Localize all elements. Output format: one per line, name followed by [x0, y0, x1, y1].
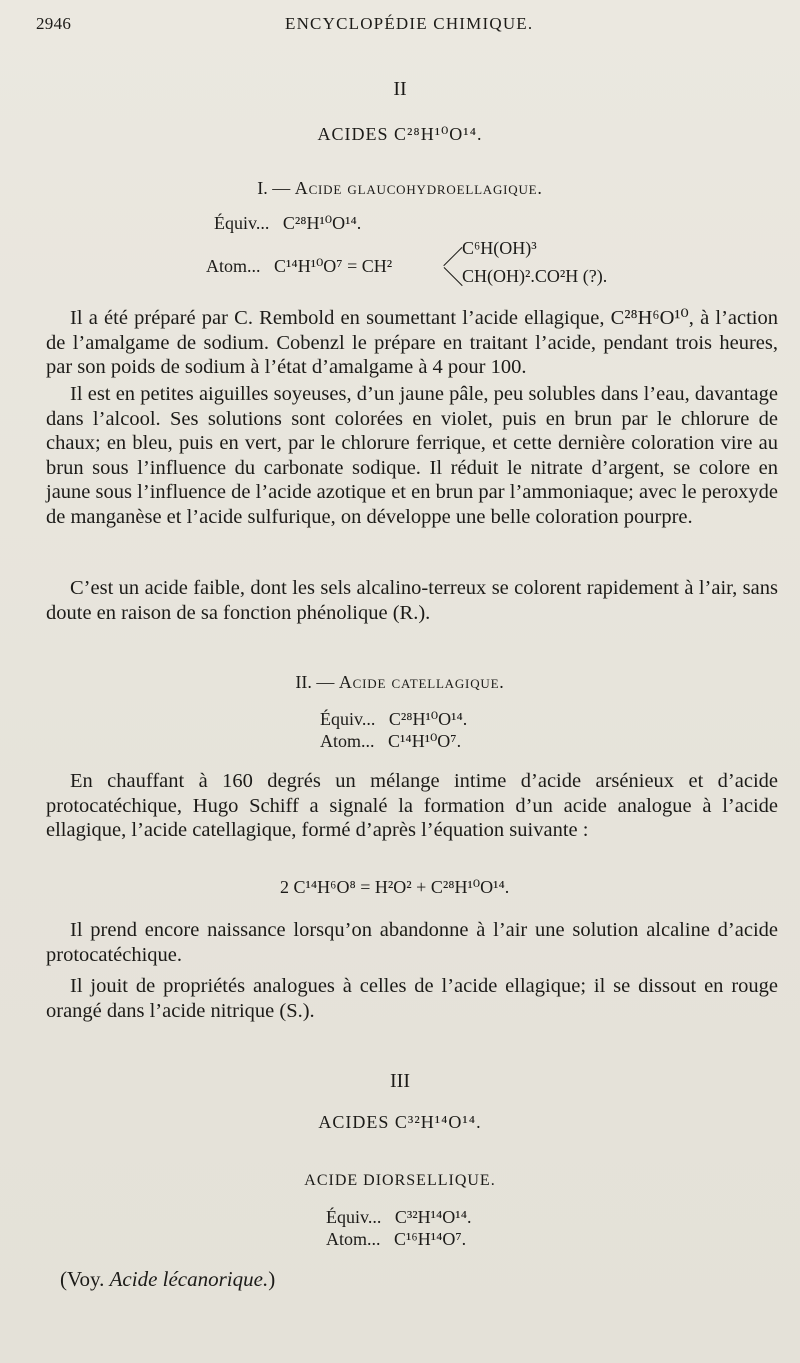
- equiv-formula-line: [320, 709, 467, 730]
- paragraph: Il a été préparé par C. Rembold en soumettant l’acide ellagique, C²⁸H⁶O¹⁰, à l’action de l’amalgame de sodium. Cobenzl le prépare en traitant l’acide, pendant trois heures, par son poids de sodium à l’état d’amalgame à 4 pour 100.: [46, 307, 778, 379]
- equiv-label: Équiv...: [320, 709, 376, 729]
- page-number: 2946: [36, 14, 72, 33]
- paragraph: C’est un acide faible, dont les sels alcalino-terreux se colorent rapidement à l’air, sans doute en raison de sa fonction phénolique (R.).: [46, 577, 778, 624]
- atom-label: Atom...: [326, 1229, 381, 1249]
- cross-reference-target: Acide lécanorique.: [109, 1267, 269, 1291]
- atom-label: Atom...: [320, 731, 375, 751]
- equiv-formula: C²⁸H¹⁰O¹⁴.: [388, 709, 468, 729]
- bond-line-down: [443, 267, 462, 286]
- cross-reference: [60, 1267, 275, 1292]
- atom-formula-line: [206, 256, 392, 277]
- equiv-label: Équiv...: [326, 1207, 382, 1227]
- atom-formula-line: [326, 1229, 466, 1250]
- atom-formula-line: [320, 731, 461, 752]
- subsection-number: II. —: [295, 672, 335, 692]
- atom-formula: C¹⁴H¹⁰O⁷.: [388, 731, 462, 751]
- section-number: III: [390, 1070, 410, 1092]
- equiv-formula-line: [326, 1207, 471, 1228]
- subsection-heading: [0, 178, 800, 199]
- paragraph: Il jouit de propriétés analogues à celles de l’acide ellagique; il se dissout en rouge orangé dans l’acide nitrique (S.).: [46, 975, 778, 1022]
- subsection-name: Acide catellagique.: [338, 672, 505, 692]
- atom-formula: C¹⁶H¹⁴O⁷.: [394, 1229, 467, 1249]
- paragraph: En chauffant à 160 degrés un mélange intime d’acide arsénieux et d’acide protocatéchique, Hugo Schiff a signalé la formation d’un acide analogue à l’acide ellagique, l’acide catellagique, formé d’après l’équation suivante :: [46, 770, 778, 842]
- atom-label: Atom...: [206, 256, 261, 276]
- equiv-formula: C²⁸H¹⁰O¹⁴.: [282, 213, 362, 233]
- running-title: ENCYCLOPÉDIE CHIMIQUE.: [285, 14, 534, 33]
- cross-reference-prefix: (Voy.: [60, 1267, 110, 1291]
- equiv-formula-line: [214, 213, 361, 234]
- subsection-name: Acide glaucohydroellagique.: [294, 178, 543, 198]
- equiv-label: Équiv...: [214, 213, 270, 233]
- paragraph: Il prend encore naissance lorsqu’on abandonne à l’air une solution alcaline d’acide protocatéchique.: [46, 919, 778, 966]
- branch-top-formula: C⁶H(OH)³: [462, 238, 537, 258]
- section-number: II: [393, 78, 407, 100]
- subsection-name: ACIDE DIORSELLIQUE.: [304, 1172, 496, 1189]
- section-title: ACIDES C³²H¹⁴O¹⁴.: [318, 1112, 482, 1132]
- cross-reference-suffix: ): [268, 1267, 276, 1291]
- bond-line-up: [443, 247, 462, 266]
- atom-formula: C¹⁴H¹⁰O⁷ = CH²: [274, 256, 393, 276]
- equiv-formula: C³²H¹⁴O¹⁴.: [394, 1207, 472, 1227]
- equation: 2 C¹⁴H⁶O⁸ = H²O² + C²⁸H¹⁰O¹⁴.: [280, 877, 510, 897]
- branch-bottom-formula: CH(OH)².CO²H (?).: [462, 266, 608, 286]
- section-title: ACIDES C²⁸H¹⁰O¹⁴.: [317, 124, 483, 144]
- subsection-number: I. —: [257, 178, 291, 198]
- subsection-heading: [0, 672, 800, 693]
- paragraph: Il est en petites aiguilles soyeuses, d’un jaune pâle, peu solubles dans l’eau, davantage dans l’alcool. Ses solutions sont colorées en violet, puis en brun par le chlorure de chaux; en bleu, puis en vert, par le chlorure ferrique, et cette dernière coloration vire au brun sous l’influence du carbonate sodique. Il réduit le nitrate d’argent, se colore en jaune sous l’influence de l’acide azotique et en brun par l’ammoniaque; avec le peroxyde de manganèse et l’acide sulfurique, on développe une belle coloration pourpre.: [46, 383, 778, 528]
